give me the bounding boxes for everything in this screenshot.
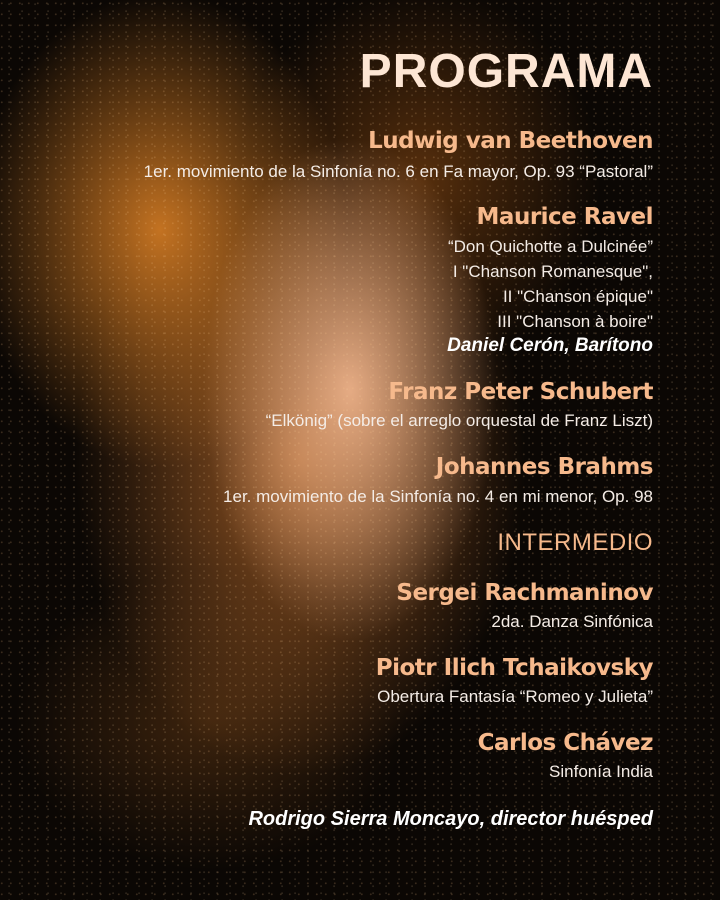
piece-rachmaninov-line-1: 2da. Danza Sinfónica <box>491 612 653 631</box>
piece-ravel-line-4: III "Chanson à boire" <box>497 312 653 331</box>
composer-ravel: Maurice Ravel <box>476 204 653 230</box>
piece-ravel-line-1: “Don Quichotte a Dulcinée” <box>447 237 653 256</box>
performer-ravel: Daniel Cerón, Barítono <box>447 335 653 356</box>
piece-ravel-line-2: I "Chanson Romanesque", <box>452 262 653 281</box>
piece-ravel-line-3: II "Chanson épique" <box>502 287 653 306</box>
composer-tchaikovsky: Piotr Ilich Tchaikovsky <box>375 655 653 681</box>
piece-chavez-line-1: Sinfonía India <box>549 762 653 781</box>
piece-tchaikovsky-line-1: Obertura Fantasía “Romeo y Julieta” <box>377 687 653 706</box>
page-title: PROGRAMA <box>359 45 653 98</box>
intermission-label: INTERMEDIO <box>497 529 653 556</box>
piece-schubert-line-1: “Elkönig” (sobre el arreglo orquestal de Franz Liszt) <box>265 411 653 430</box>
composer-beethoven: Ludwig van Beethoven <box>368 128 653 154</box>
guest-director: Rodrigo Sierra Moncayo, director huésped <box>248 808 653 830</box>
composer-schubert: Franz Peter Schubert <box>388 379 653 405</box>
composer-chavez: Carlos Chávez <box>477 730 653 756</box>
piece-beethoven-line-1: 1er. movimiento de la Sinfonía no. 6 en Fa mayor, Op. 93 “Pastoral” <box>143 162 653 181</box>
piece-brahms-line-1: 1er. movimiento de la Sinfonía no. 4 en mi menor, Op. 98 <box>223 487 653 506</box>
composer-brahms: Johannes Brahms <box>435 454 653 480</box>
composer-rachmaninov: Sergei Rachmaninov <box>396 580 653 606</box>
